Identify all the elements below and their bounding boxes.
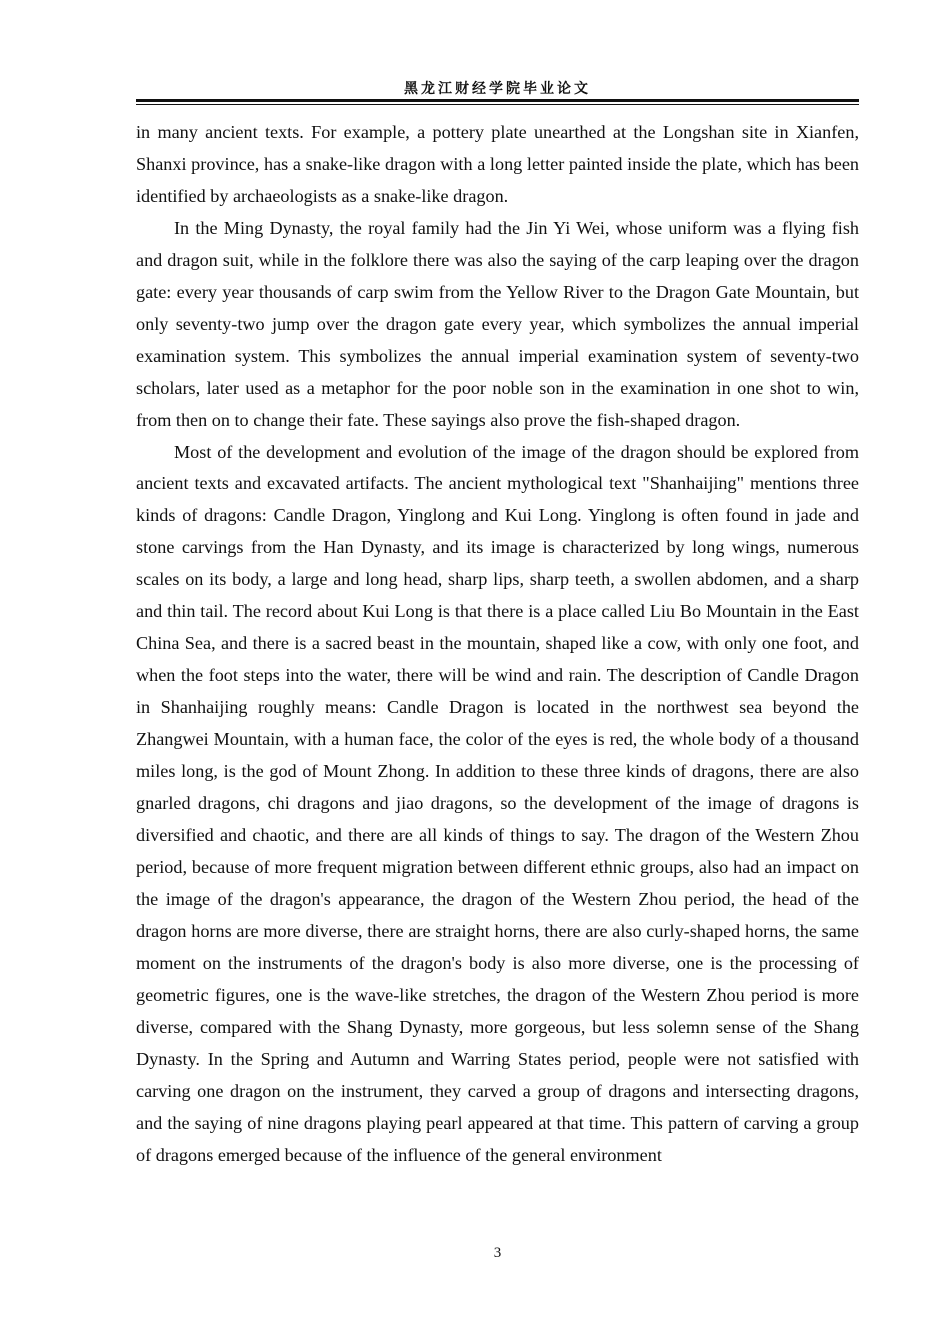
header-rule-thin [136,104,859,105]
paragraph-ming-dynasty: In the Ming Dynasty, the royal family had the Jin Yi Wei, whose uniform was a flying fish and dragon suit, while in the folklore there was also the saying of the carp leaping over the dragon gate: every year thousands of carp swim from the Yellow River to the Dragon Gate Mountain, but only seventy-two jump over the dragon gate every year, which symbolizes the annual imperial examination system. This symbolizes the annual imperial examination system of seventy-two scholars, later used as a metaphor for the poor noble son in the examination in one shot to win, from then on to change their fate. These sayings also prove the fish-shaped dragon. [136,217,859,430]
paragraph-continuation: in many ancient texts. For example, a pottery plate unearthed at the Longshan site in Xianfen, Shanxi province, has a snake-like dragon with a long letter painted inside the plate, which has been identified by archaeologists as a snake-like dragon. [136,122,859,206]
paragraph-dragon-evolution: Most of the development and evolution of the image of the dragon should be explored from ancient texts and excavated artifacts. The ancient mythological text "Shanhaijing" mentions three kinds of dragons: Candle Dragon, Yinglong and Kui Long. Yinglong is often found in jade and stone carvings from the Han Dynasty, and its image is characterized by long wings, numerous scales on its body, a large and long head, sharp lips, sharp teeth, a swollen abdomen, and a sharp and thin tail. The record about Kui Long is that there is a place called Liu Bo Mountain in the East China Sea, and there is a sacred beast in the mountain, shaped like a cow, with only one foot, and when the foot steps into the water, there will be wind and rain. The description of Candle Dragon in Shanhaijing roughly means: Candle Dragon is located in the northwest sea beyond the Zhangwei Mountain, with a human face, the color of the eyes is red, the whole body of a thousand miles long, is the god of Mount Zhong. In addition to these three kinds of dragons, there are also gnarled dragons, chi dragons and jiao dragons, so the development of the image of dragons is diversified and chaotic, and there are all kinds of things to say. The dragon of the Western Zhou period, because of more frequent migration between different ethnic groups, also had an impact on the image of the dragon's appearance, the dragon of the Western Zhou period, the head of the dragon horns are more diverse, there are straight horns, there are also curly-shaped horns, the same moment on the instruments of the dragon's body is also more diverse, one is the processing of geometric figures, one is the wave-like stretches, the dragon of the Western Zhou period is more diverse, compared with the Shang Dynasty, more gorgeous, but less solemn sense of the Shang Dynasty. In the Spring and Autumn and Warring States period, people were not satisfied with carving one dragon on the instrument, they carved a group of dragons and intersecting dragons, and the saying of nine dragons playing pearl appeared at that time. This pattern of carving a group of dragons emerged because of the influence of the general environment [136,441,859,1165]
body-text [136,117,859,1171]
page-header-title: 黑龙江财经学院毕业论文 [404,81,591,97]
page-number: 3 [493,1245,502,1261]
header-rule-thick [136,99,859,102]
